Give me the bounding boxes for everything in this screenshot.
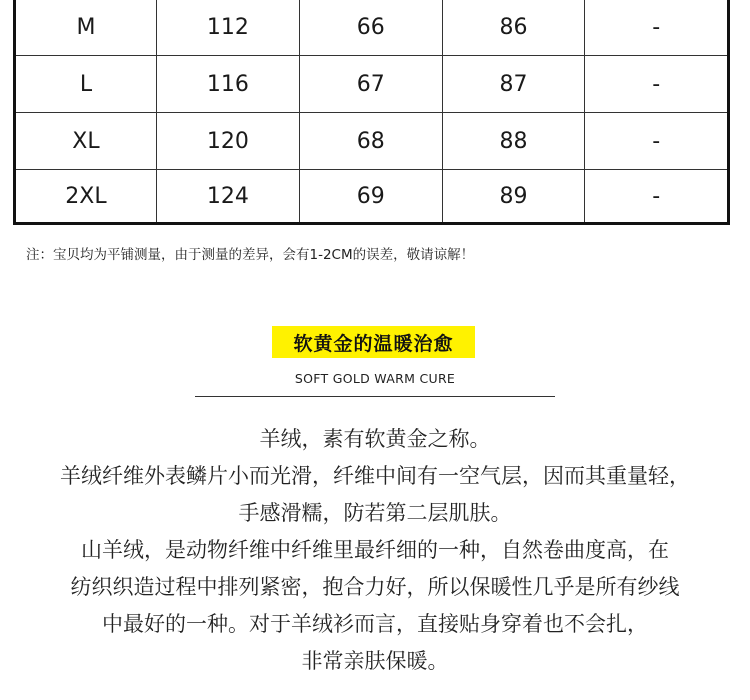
description-line: 非常亲肤保暖。 (301, 649, 449, 673)
table-cell: 86 (442, 0, 585, 56)
table-cell: 124 (156, 170, 299, 224)
description-paragraph (0, 421, 750, 680)
table-cell: M (15, 0, 157, 56)
description-line: 中最好的一种。对于羊绒衫而言，直接贴身穿着也不会扎， (102, 612, 648, 636)
description-line: 山羊绒，是动物纤维中纤维里最纤细的一种，自然卷曲度高，在 (81, 538, 669, 562)
description-line: 手感滑糯，防若第二层肌肤。 (238, 501, 512, 525)
description-line: 羊绒纤维外表鳞片小而光滑，纤维中间有一空气层，因而其重量轻， (60, 464, 690, 488)
section-title-badge (272, 326, 475, 358)
table-cell: 2XL (15, 170, 157, 224)
section-subtitle: SOFT GOLD WARM CURE (294, 371, 456, 386)
table-cell: L (15, 56, 157, 113)
table-cell: 66 (299, 0, 442, 56)
description-line: 羊绒，素有软黄金之称。 (259, 427, 491, 451)
table-cell: - (585, 0, 729, 56)
table-row (15, 113, 729, 170)
table-cell: 116 (156, 56, 299, 113)
table-cell: 120 (156, 113, 299, 170)
table-cell: 88 (442, 113, 585, 170)
table-cell: 69 (299, 170, 442, 224)
table-cell: 87 (442, 56, 585, 113)
table-row (15, 56, 729, 113)
table-cell: - (585, 113, 729, 170)
table-cell: 112 (156, 0, 299, 56)
table-cell: XL (15, 113, 157, 170)
table-cell: 68 (299, 113, 442, 170)
measurement-note: 注：宝贝均为平铺测量，由于测量的差异，会有1-2CM的误差，敬请谅解！ (26, 247, 475, 263)
table-row (15, 170, 729, 224)
description-line: 纺织织造过程中排列紧密，抱合力好，所以保暖性几乎是所有纱线 (70, 575, 680, 599)
divider (195, 396, 555, 397)
section-title: 软黄金的温暖治愈 (293, 332, 454, 355)
table-cell: 67 (299, 56, 442, 113)
table-row (15, 0, 729, 56)
table-cell: - (585, 170, 729, 224)
table-cell: 89 (442, 170, 585, 224)
table-cell: - (585, 56, 729, 113)
size-table (13, 0, 730, 225)
